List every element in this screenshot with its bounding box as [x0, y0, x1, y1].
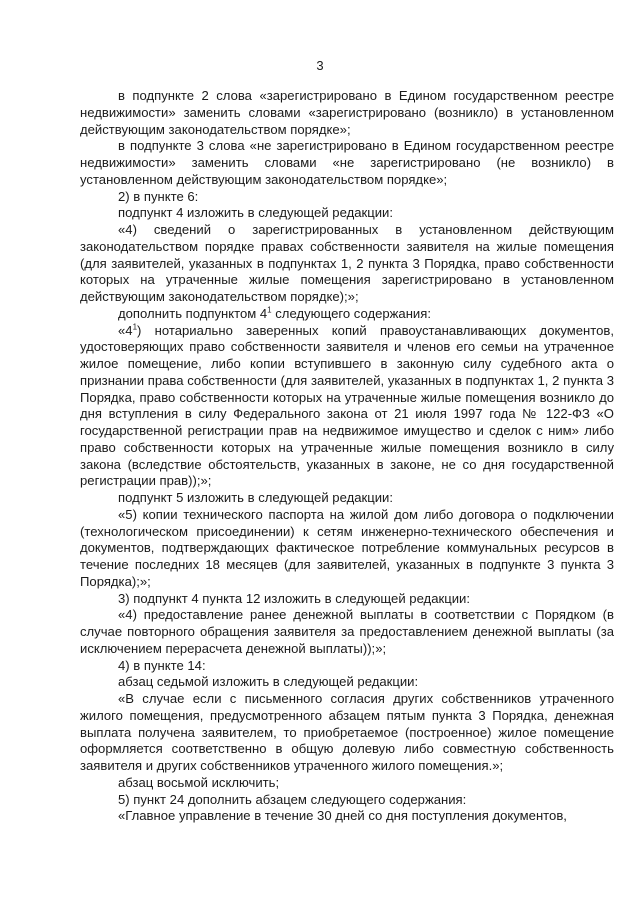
paragraph-15: абзац восьмой исключить;: [118, 774, 280, 790]
page-number: 3: [316, 58, 324, 73]
paragraph-17: «Главное управление в течение 30 дней со дня поступления документов,: [118, 808, 567, 824]
superscript-marker: 1: [132, 322, 138, 332]
paragraph-7: [80, 323, 614, 491]
paragraph-3: 2) в пункте 6:: [118, 188, 199, 204]
paragraph-6: [80, 306, 614, 323]
paragraph-13: абзац седьмой изложить в следующей редакции:: [118, 674, 419, 690]
paragraph-9: «5) копии технического паспорта на жилой дом либо договора о подключении (технологическом присоединении) к сетям инженерно-технического обеспечения и документов, подтверждающих фактическое потребление коммунальных ресурсов в течение последних 18 месяцев (для заявителей, указанных в подпункте 3 пункта 3 Порядка);»;: [80, 506, 614, 589]
paragraph-8: подпункт 5 изложить в следующей редакции:: [118, 490, 393, 505]
paragraph-1: в подпункте 2 слова «зарегистрировано в Едином государственном реестре недвижимости» заменить словами «зарегистрировано (возникло) в установленном действующим законодательством порядке»;: [80, 88, 614, 137]
paragraph-5: «4) сведений о зарегистрированных в установленном действующим законодательством порядке правах собственности заявителя на жилые помещения (для заявителей, указанных в подпунктах 1, 2 пункта 3 Порядка, право собственности которых на утраченные жилые помещения зарегистрировано в установленном действующим законодательством порядке);»;: [80, 222, 614, 304]
paragraph-14: «В случае если с письменного согласия других собственников утраченного жилого помещения, предусмотренного абзацем пятым пункта 3 Порядка, денежная выплата получена заявителем, то приобретаемое (построенное) жилое помещение оформляется соответственно в общую долевую либо совместную собственность заявителя и других собственников утраченного жилого помещения.»;: [80, 691, 614, 773]
paragraph-10: 3) подпункт 4 пункта 12 изложить в следующей редакции:: [118, 590, 470, 606]
paragraph-12: 4) в пункте 14:: [118, 657, 206, 673]
paragraph-16: 5) пункт 24 дополнить абзацем следующего содержания:: [118, 791, 467, 807]
paragraph-7-text: «4: [118, 322, 133, 338]
paragraph-11: «4) предоставление ранее денежной выплаты в соответствии с Порядком (в случае повторного обращения заявителя за предоставлением денежной выплаты (за исключением перерасчета денежной выплаты));»;: [80, 607, 614, 656]
paragraph-4: подпункт 4 изложить в следующей редакции:: [118, 205, 393, 221]
paragraph-6-text: дополнить подпунктом 4: [118, 305, 268, 321]
paragraph-2: в подпункте 3 слова «не зарегистрировано в Едином государственном реестре недвижимости» заменить словами «не зарегистрировано (не возникло) в установленном действующим законодательством порядке»;: [80, 138, 614, 187]
document-body: [80, 88, 614, 825]
paragraph-6-text-end: следующего содержания:: [271, 305, 431, 321]
paragraph-7-text-end: ) нотариально заверенных копий правоустанавливающих документов, удостоверяющих право собственности заявителя и членов его семьи на утраченное жилое помещение, либо копии вступившего в законную силу судебного акта о признании права собственности (для заявителей, указанных в подпунктах 1, 2 пункта 3 Порядка, право собственности которых на утраченные жилые помещения возникло до дня вступления в силу Федерального закона от 21 июля 1997 года № 122-ФЗ «О государственной регистрации прав на недвижимое имущество и сделок с ним» либо право собственности которых на утраченные жилые помещения возникло в силу закона (вследствие обстоятельств, указанных в законе, не со дня государственной регистрации прав));»;: [80, 322, 614, 489]
superscript-marker: 1: [267, 305, 272, 315]
